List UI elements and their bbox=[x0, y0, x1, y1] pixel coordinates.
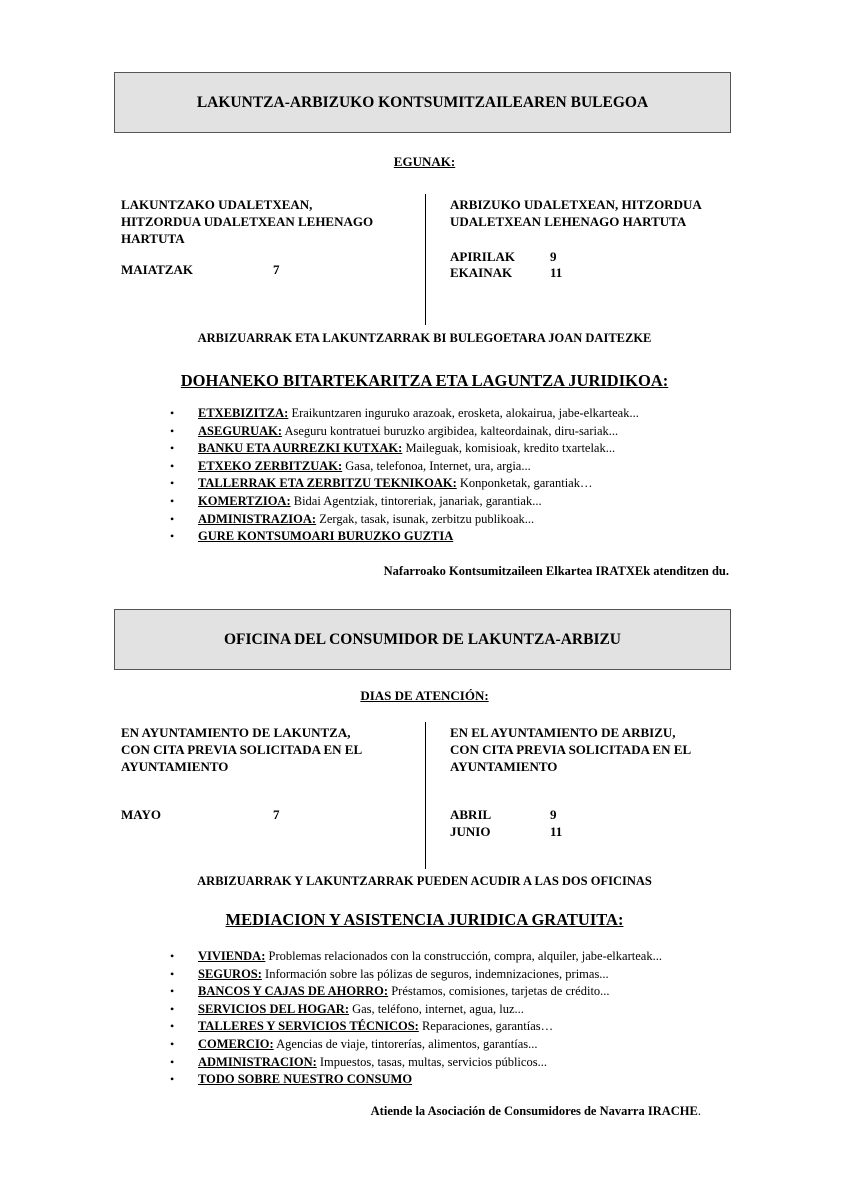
list-item bbox=[170, 1071, 662, 1089]
service-desc: Reparaciones, garantías… bbox=[418, 1019, 554, 1034]
basque-right-location: ARBIZUKO UDALETXEAN, HITZORDUA UDALETXEAN LEHENAGO HARTUTA bbox=[450, 197, 702, 229]
list-item bbox=[170, 511, 639, 529]
service-term: COMERCIO: bbox=[198, 1036, 274, 1051]
spanish-services-heading: MEDIACION Y ASISTENCIA JURIDICA GRATUITA: bbox=[225, 910, 624, 929]
basque-left-date-day: 7 bbox=[273, 262, 280, 277]
basque-days-heading: EGUNAK: bbox=[393, 154, 456, 169]
spanish-right-location: EN EL AYUNTAMIENTO DE ARBIZU, CON CITA PREVIA SOLICITADA EN EL AYUNTAMIENTO bbox=[450, 725, 692, 774]
spanish-right-date-day-2: 11 bbox=[550, 824, 563, 839]
list-item bbox=[170, 1054, 662, 1072]
basque-title: LAKUNTZA-ARBIZUKO KONTSUMITZAILEAREN BULEGOA bbox=[196, 93, 649, 111]
list-item bbox=[170, 948, 662, 966]
basque-left-date-row bbox=[121, 262, 193, 278]
service-term: KOMERTZIOA: bbox=[198, 493, 291, 508]
list-item bbox=[170, 423, 639, 441]
bullet-icon: • bbox=[170, 1001, 175, 1016]
footer-text: Nafarroako Kontsumitzaileen Elkartea IRATXEk atenditzen du. bbox=[383, 564, 729, 578]
list-item bbox=[170, 983, 662, 1001]
service-term: TALLERES Y SERVICIOS TÉCNICOS: bbox=[198, 1019, 419, 1034]
spanish-services-list bbox=[170, 948, 662, 1089]
spanish-right-date-month-2: JUNIO bbox=[450, 824, 491, 839]
basque-right-date-day-1: 9 bbox=[550, 249, 557, 264]
bullet-icon: • bbox=[170, 966, 175, 981]
spanish-left-date-month: MAYO bbox=[121, 807, 161, 822]
service-desc: Problemas relacionados con la construcción, compra, alquiler, jabe-elkarteak... bbox=[265, 949, 662, 963]
spanish-both-offices-note: ARBIZUARRAK Y LAKUNTZARRAK PUEDEN ACUDIR A LAS DOS OFICINAS bbox=[197, 874, 652, 888]
service-term: VIVIENDA: bbox=[198, 949, 266, 963]
list-item bbox=[170, 493, 639, 511]
bullet-icon: • bbox=[170, 1072, 175, 1087]
list-item bbox=[170, 440, 639, 458]
bullet-icon: • bbox=[170, 458, 175, 473]
spanish-right-date-day-1: 9 bbox=[550, 807, 557, 822]
bullet-icon: • bbox=[170, 511, 175, 526]
basque-services-heading: DOHANEKO BITARTEKARITZA ETA LAGUNTZA JURIDIKOA: bbox=[180, 371, 669, 390]
service-desc: Aseguru kontratuei buruzko argibidea, kalteordainak, diru-sariak... bbox=[282, 423, 619, 438]
list-item bbox=[170, 1036, 662, 1054]
bullet-icon: • bbox=[170, 476, 175, 491]
service-term: SERVICIOS DEL HOGAR: bbox=[198, 1001, 349, 1016]
footer-text: Atiende la Asociación de Consumidores de Navarra IRACHE bbox=[370, 1104, 698, 1118]
list-item bbox=[170, 966, 662, 984]
spanish-title-box bbox=[114, 609, 731, 670]
service-term: TODO SOBRE NUESTRO CONSUMO bbox=[198, 1072, 413, 1087]
footer-tail: . bbox=[697, 1104, 701, 1118]
spanish-title: OFICINA DEL CONSUMIDOR DE LAKUNTZA-ARBIZU bbox=[223, 630, 622, 648]
basque-services-list bbox=[170, 405, 639, 546]
list-item bbox=[170, 405, 639, 423]
date-month: MAIATZAK bbox=[121, 262, 193, 277]
bullet-icon: • bbox=[170, 529, 175, 544]
spanish-days-heading: DIAS DE ATENCIÓN: bbox=[360, 688, 489, 703]
basque-right-date-month-1: APIRILAK bbox=[450, 249, 516, 264]
list-item bbox=[170, 1018, 662, 1036]
spanish-left-date-day: 7 bbox=[273, 807, 280, 822]
spanish-right-date-month-1: ABRIL bbox=[450, 807, 492, 822]
bullet-icon: • bbox=[170, 441, 175, 456]
service-desc: Maileguak, komisioak, kredito txartelak... bbox=[402, 441, 616, 456]
list-item bbox=[170, 528, 639, 546]
basque-right-date-month-2: EKAINAK bbox=[450, 265, 513, 280]
service-term: SEGUROS: bbox=[198, 966, 262, 981]
service-desc: Konponketak, garantiak… bbox=[456, 476, 593, 491]
service-desc: Préstamos, comisiones, tarjetas de crédito... bbox=[388, 984, 610, 999]
service-term: GURE KONTSUMOARI BURUZKO GUZTIA bbox=[198, 529, 454, 544]
spanish-footer-note bbox=[371, 1104, 701, 1119]
service-desc: Eraikuntzaren inguruko arazoak, erosketa, alokairua, jabe-elkarteak... bbox=[288, 406, 639, 420]
list-item bbox=[170, 1001, 662, 1019]
service-term: ETXEKO ZERBITZUAK: bbox=[198, 458, 343, 473]
service-desc: Gasa, telefonoa, Internet, ura, argia... bbox=[342, 458, 531, 473]
service-term: TALLERRAK ETA ZERBITZU TEKNIKOAK: bbox=[198, 476, 457, 491]
basque-right-date-day-2: 11 bbox=[550, 265, 563, 280]
basque-left-location: LAKUNTZAKO UDALETXEAN, HITZORDUA UDALETXEAN LEHENAGO HARTUTA bbox=[121, 197, 374, 246]
list-item bbox=[170, 475, 639, 493]
spanish-left-location: EN AYUNTAMIENTO DE LAKUNTZA, CON CITA PREVIA SOLICITADA EN EL AYUNTAMIENTO bbox=[121, 725, 363, 774]
service-desc: Agencias de viaje, tintorerías, alimentos, garantías... bbox=[273, 1036, 538, 1051]
bullet-icon: • bbox=[170, 1019, 175, 1034]
basque-both-offices-note: ARBIZUARRAK ETA LAKUNTZARRAK BI BULEGOETARA JOAN DAITEZKE bbox=[197, 331, 652, 345]
bullet-icon: • bbox=[170, 949, 175, 963]
service-term: BANKU ETA AURREZKI KUTXAK: bbox=[198, 441, 403, 456]
bullet-icon: • bbox=[170, 406, 175, 420]
service-term: ETXEBIZITZA: bbox=[198, 406, 289, 420]
service-desc: Impuestos, tasas, multas, servicios públicos... bbox=[316, 1054, 547, 1069]
bullet-icon: • bbox=[170, 1054, 175, 1069]
list-item bbox=[170, 458, 639, 476]
service-term: ASEGURUAK: bbox=[198, 423, 283, 438]
basque-title-box bbox=[114, 72, 731, 133]
service-desc: Bidai Agentziak, tintoreriak, janariak, garantiak... bbox=[290, 493, 542, 508]
bullet-icon: • bbox=[170, 1036, 175, 1051]
service-desc: Gas, teléfono, internet, agua, luz... bbox=[348, 1001, 524, 1016]
service-term: BANCOS Y CAJAS DE AHORRO: bbox=[198, 984, 389, 999]
column-divider bbox=[425, 194, 426, 325]
column-divider bbox=[425, 722, 426, 869]
service-desc: Información sobre las pólizas de seguros, indemnizaciones, primas... bbox=[261, 966, 609, 981]
service-term: ADMINISTRAZIOA: bbox=[198, 511, 317, 526]
bullet-icon: • bbox=[170, 423, 175, 438]
bullet-icon: • bbox=[170, 493, 175, 508]
basque-footer-note bbox=[384, 564, 729, 579]
bullet-icon: • bbox=[170, 984, 175, 999]
service-term: ADMINISTRACION: bbox=[198, 1054, 317, 1069]
service-desc: Zergak, tasak, isunak, zerbitzu publikoak... bbox=[316, 511, 535, 526]
